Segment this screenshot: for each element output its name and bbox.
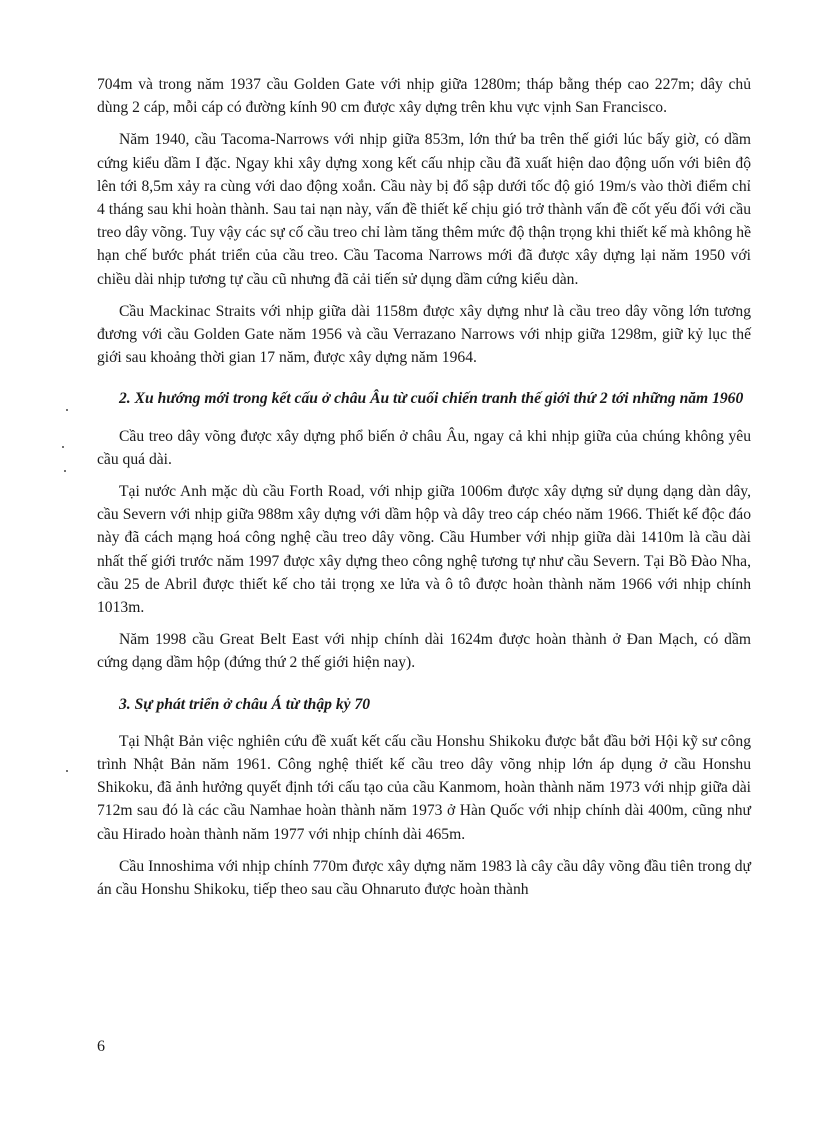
scan-speck bbox=[62, 446, 64, 448]
paragraph-innoshima: Cầu Innoshima với nhịp chính 770m được xây dựng năm 1983 là cây cầu dây võng đầu tiên trong dự án cầu Honshu Shikoku, tiếp theo sau cầu Ohnaruto được hoàn thành bbox=[97, 857, 751, 899]
paragraph-japan-korea: Tại Nhật Bản việc nghiên cứu đề xuất kết cấu cầu Honshu Shikoku được bắt đầu bởi Hội kỹ sư công trình Nhật Bản năm 1961. Công nghệ thiết kế cầu treo dây võng nhịp lớn áp dụng ở cầu Honshu Shikoku, đã ảnh hưởng quyết định tới cấu tạo của cầu Kanmom, hoàn thành năm 1973 với nhịp giữa dài 712m sau đó là các cầu Namhae hoàn thành năm 1973 ở Hàn Quốc với nhịp chính dài 400m, cũng như cầu Hirado hoàn thành năm 1977 với nhịp chính dài 465m. bbox=[97, 732, 751, 843]
section-heading-asia: 3. Sự phát triển ở châu Á từ thập kỷ 70 bbox=[119, 695, 371, 713]
paragraph-england-portugal: Tại nước Anh mặc dù cầu Forth Road, với nhịp giữa 1006m được xây dựng sử dụng dạng dàn dây, cầu Severn với nhịp giữa 988m xây dựng với dầm hộp và dây treo cáp chéo năm 1966. Thiết kế độc đáo này đã cách mạng hoá công nghệ cầu treo dây võng. Cầu Humber với nhịp giữa dài 1410m là cầu dài nhất thế giới trước năm 1997 được xây dựng theo công nghệ tương tự như cầu Severn. Tại Bồ Đào Nha, cầu 25 de Abril được thiết kế cho tải trọng xe lửa và ô tô được hoàn thành năm 1966 với nhịp chính 1013m. bbox=[97, 483, 751, 617]
paragraph-europe-intro: Cầu treo dây võng được xây dựng phổ biến ở châu Âu, ngay cả khi nhịp giữa của chúng không yêu cầu quá dài. bbox=[97, 427, 751, 468]
scan-speck bbox=[66, 409, 68, 411]
paragraph-mackinac-straits: Cầu Mackinac Straits với nhịp giữa dài 1158m được xây dựng như là cầu treo dây võng lớn tương đương với cầu Golden Gate năm 1956 và cầu Verrazano Narrows với nhịp giữa 1298m, giữ kỷ lục thế giới sau khoảng thời gian 17 năm, được xây dựng năm 1964. bbox=[97, 302, 751, 367]
scan-speck bbox=[66, 770, 68, 772]
page-number: 6 bbox=[97, 1038, 105, 1055]
page-body bbox=[97, 73, 751, 901]
paragraph-tacoma-narrows: Năm 1940, cầu Tacoma-Narrows với nhịp giữa 853m, lớn thứ ba trên thế giới lúc bấy giờ, có dầm cứng kiểu dầm I đặc. Ngay khi xây dựng xong kết cấu nhịp cầu đã xuất hiện dao động uốn với biên độ lên tới 8,5m xảy ra cùng với dao động xoắn. Cầu này bị đổ sập dưới tốc độ gió 19m/s vào thời điểm chỉ 4 tháng sau khi hoàn thành. Sau tai nạn này, vấn đề thiết kế chịu gió trở thành vấn đề cốt yếu đối với cầu treo dây võng. Tuy vậy các sự cố cầu treo chỉ làm tăng thêm mức độ thận trọng khi thiết kế mà không hề hạn chế bước phát triển của cầu treo. Cầu Tacoma Narrows mới đã được xây dựng lại năm 1950 với chiều dài nhịp tương tự cầu cũ nhưng đã cải tiến sử dụng dầm cứng kiểu dàn. bbox=[97, 131, 751, 288]
paragraph-golden-gate: 704m và trong năm 1937 cầu Golden Gate với nhịp giữa 1280m; tháp bằng thép cao 227m; dây chủ dùng 2 cáp, mỗi cáp có đường kính 90 cm được xây dựng trên khu vực vịnh San Francisco. bbox=[97, 76, 751, 117]
paragraph-great-belt: Năm 1998 cầu Great Belt East với nhịp chính dài 1624m được hoàn thành ở Đan Mạch, có dầm cứng dạng dầm hộp (đứng thứ 2 thế giới hiện nay). bbox=[97, 631, 751, 672]
scan-speck bbox=[64, 470, 66, 472]
section-heading-europe: 2. Xu hướng mới trong kết cấu ở châu Âu từ cuối chiến tranh thế giới thứ 2 tới những năm 1960 bbox=[119, 390, 744, 408]
